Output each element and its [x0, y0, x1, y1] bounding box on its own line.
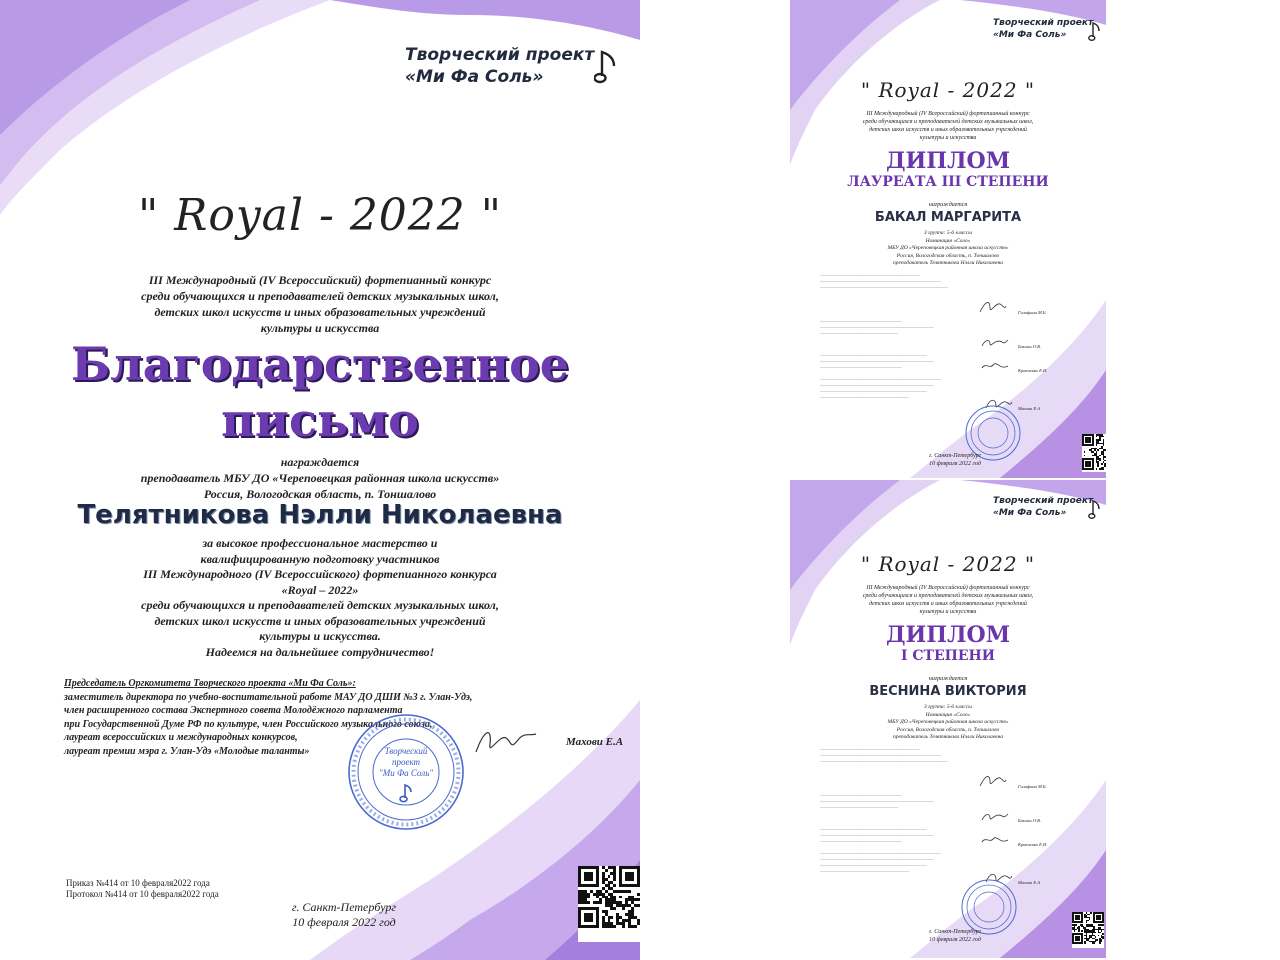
signature: [978, 772, 1008, 790]
heading-line-2: письмо: [221, 393, 419, 447]
order-block: [66, 878, 219, 900]
fine-line: ——————————————————————: [820, 804, 899, 809]
heading-line-1: ДИПЛОМ: [885, 148, 1011, 174]
detail-line: Номинация «Соло»: [925, 237, 971, 244]
fine-line: —————————————————————————: [820, 394, 909, 399]
competition-line: детских школ искусств и иных образовательных учреждений: [154, 305, 486, 319]
fine-line: —————————————————————————: [820, 868, 909, 873]
qr-code: [1072, 912, 1104, 948]
qr-code: [578, 866, 640, 942]
reason-text: [0, 536, 640, 660]
fine-line: ———————————————————————: [820, 364, 902, 369]
competition-line: культуры и искусства: [919, 135, 977, 141]
project-label: [405, 44, 594, 88]
recipient-details: [790, 230, 1106, 268]
detail-line: Номинация «Соло»: [925, 711, 971, 718]
fine-line: ——————————————————————————————————: [820, 850, 941, 855]
competition-line: среди обучающихся и преподавателей детских музыкальных школ,: [141, 289, 499, 303]
city: г. Санкт-Петербург: [928, 929, 982, 935]
signature: [470, 722, 540, 762]
jury-name: Кравченко Е.И.: [1018, 842, 1048, 847]
chair-line: при Государственной Думе РФ по культуре, член Российского музыкального союза,: [64, 718, 433, 730]
jury-fine-print: [820, 746, 1070, 764]
music-note-icon: [1088, 498, 1102, 520]
fine-line: ——————————————————————————————: [820, 388, 927, 393]
order-line: Приказ №414 от 10 февраля2022 года: [66, 878, 210, 888]
project-label: [993, 17, 1093, 41]
fine-line: ——————————————————————: [820, 330, 899, 335]
royal-title: " Royal - 2022 ": [860, 552, 1036, 576]
signature: [978, 298, 1008, 316]
project-line-2: «Ми Фа Соль»: [993, 30, 1067, 40]
jury-name: Махови Е.А: [1018, 406, 1041, 411]
city-date: [254, 900, 434, 930]
fine-line: ———————————————————————: [820, 792, 902, 797]
detail-line: преподаватель Телятникова Нэлли Николаевна: [892, 734, 1004, 740]
awarded-label: награждается: [928, 676, 968, 682]
chair-line: лауреат всероссийских и международных конкурсов,: [64, 732, 298, 743]
city-date: [900, 928, 1010, 944]
fine-line: ——————————————————————————————: [820, 352, 927, 357]
city: г. Санкт-Петербург: [928, 453, 982, 459]
jury-name: Баклан О.В.: [1018, 344, 1041, 349]
diploma-vesnina: [790, 480, 1106, 958]
jury-fine-print: [820, 318, 1070, 336]
music-note-icon: [594, 46, 620, 86]
reason-line: среди обучающихся и преподавателей детских музыкальных школ,: [141, 598, 499, 612]
diploma-heading: [790, 622, 1106, 664]
stamp-line-1: Творческий: [384, 746, 428, 756]
royal-title: " Royal - 2022 ": [137, 190, 503, 241]
chair-line: заместитель директора по учебно-воспитательной работе МАУ ДО ДШИ №3 г. Улан-Удэ,: [64, 691, 473, 703]
awarded-label: награждается: [280, 455, 360, 469]
competition-line: детских школ искусств и иных образовательных учреждений: [869, 601, 1027, 607]
jury-block: [820, 272, 1070, 442]
fine-line: ——————————————————————————————————: [820, 376, 941, 381]
competition-line: III Международный (IV Всероссийский) фортепианный конкурс: [148, 273, 492, 287]
awarded-block: [0, 454, 640, 502]
recipient-name: БАКАЛ МАРГАРИТА: [874, 210, 1022, 225]
competition-line: культуры и искусства: [260, 321, 380, 335]
jury-name: Баклан О.В.: [1018, 818, 1041, 823]
detail-line: МБУ ДО «Череповецкая районная школа искусств»: [887, 245, 1009, 251]
detail-line: Россия, Вологодская область, п. Тоншалово: [896, 252, 1000, 259]
project-line-1: Творческий проект: [405, 45, 595, 65]
fine-line: ——————————————————————————————————: [820, 752, 941, 757]
competition-line: детских школ искусств и иных образовательных учреждений: [869, 127, 1027, 133]
chair-line: член расширенного состава Экспертного совета Молодёжного парламента: [64, 705, 403, 716]
reason-line: квалифицированную подготовку участников: [200, 551, 440, 566]
project-line-1: Творческий проект: [993, 18, 1094, 28]
jury-fine-print: [820, 376, 1070, 400]
reason-line: Надеемся на дальнейшее сотрудничество!: [205, 644, 435, 659]
fine-line: ——————————————————————————————: [820, 862, 927, 867]
fine-line: ————————————————————————————: [820, 746, 920, 751]
competition-description: [0, 272, 640, 336]
stamp: [346, 712, 466, 832]
fine-line: ————————————————————————————————: [820, 856, 934, 861]
detail-line: Россия, Вологодская область, п. Тоншалово: [896, 726, 1000, 733]
fine-line: ————————————————————————————————————: [820, 758, 949, 763]
position-line: преподаватель МБУ ДО «Череповецкая районная школа искусств»: [140, 471, 500, 485]
reason-line: детских школ искусств и иных образовательных учреждений: [154, 613, 486, 628]
recipient-name: Телятникова Нэлли Николаевна: [77, 500, 563, 530]
royal-title: " Royal - 2022 ": [860, 78, 1036, 102]
fine-line: ——————————————————————————————: [820, 826, 927, 831]
chair-name: Махови Е.А: [566, 736, 624, 748]
fine-line: ————————————————————————————————: [820, 832, 934, 837]
reason-line: за высокое профессиональное мастерство и: [202, 536, 438, 550]
heading-line-2: ЛАУРЕАТА III СТЕПЕНИ: [847, 174, 1049, 190]
city-date: [900, 452, 1010, 468]
heading-line-2: I СТЕПЕНИ: [900, 648, 995, 664]
jury-name: Гилифина М.Б.: [1018, 784, 1047, 789]
reason-line: культуры и искусства.: [259, 629, 381, 643]
letter-heading: [0, 336, 640, 448]
stamp-line-3: "Ми Фа Соль": [378, 768, 434, 778]
recipient-details: [790, 704, 1106, 742]
fine-line: ————————————————————————————————————: [820, 284, 949, 289]
fine-line: ————————————————————————————————: [820, 358, 934, 363]
protocol-line: Протокол №414 от 10 февраля2022 года: [66, 889, 219, 899]
fine-line: ————————————————————————————: [820, 272, 920, 277]
detail-line: 3 группа: 5-6 классы: [923, 230, 973, 236]
detail-line: МБУ ДО «Череповецкая районная школа искусств»: [887, 719, 1009, 725]
jury-name: Гилифина М.Б.: [1018, 310, 1047, 315]
signature: [980, 336, 1010, 350]
fine-line: ————————————————————————————————: [820, 324, 934, 329]
jury-name: Махови Е.А: [1018, 880, 1041, 885]
awarded-label: награждается: [928, 202, 968, 208]
competition-line: культуры и искусства: [919, 609, 977, 615]
signature: [980, 360, 1010, 374]
heading-line-1: ДИПЛОМ: [885, 622, 1011, 648]
recipient-name: ВЕСНИНА ВИКТОРИЯ: [869, 684, 1027, 699]
competition-description: [790, 110, 1106, 142]
stamp-text: [346, 746, 466, 779]
jury-fine-print: [820, 272, 1070, 290]
chair-title: Председатель Оргкомитета Творческого проекта «Ми Фа Соль»:: [64, 678, 356, 689]
fine-line: ———————————————————————: [820, 838, 902, 843]
reason-line: «Royal – 2022»: [281, 582, 359, 597]
signature: [980, 834, 1010, 848]
competition-description: [790, 584, 1106, 616]
competition-line: III Международный (IV Всероссийский) фортепианный конкурс: [866, 585, 1030, 591]
competition-line: среди обучающихся и преподавателей детских музыкальных школ,: [862, 593, 1034, 599]
chair-line: лауреат премии мэра г. Улан-Удэ «Молодые таланты»: [64, 745, 310, 757]
diploma-bakal: [790, 0, 1106, 478]
heading-line-1: Благодарственное: [70, 337, 570, 391]
reason-line: III Международного (IV Всероссийского) фортепианного конкурса: [143, 567, 497, 581]
jury-name: Кравченко Е.И.: [1018, 368, 1048, 373]
fine-line: ————————————————————————————————: [820, 382, 934, 387]
project-label: [993, 495, 1093, 519]
signature: [980, 810, 1010, 824]
project-line-2: «Ми Фа Соль»: [405, 67, 544, 87]
date: 10 февраля 2022 год: [929, 461, 981, 467]
jury-block: [820, 746, 1070, 916]
fine-line: ———————————————————————: [820, 318, 902, 323]
stamp-note-icon: [399, 782, 415, 804]
competition-line: среди обучающихся и преподавателей детских музыкальных школ,: [862, 119, 1034, 125]
qr-code: [1082, 434, 1106, 472]
stamp-line-2: проект: [391, 757, 421, 767]
competition-line: III Международный (IV Всероссийский) фортепианный конкурс: [866, 111, 1030, 117]
jury-fine-print: [820, 850, 1070, 874]
diploma-heading: [790, 148, 1106, 190]
detail-line: 3 группа: 5-6 классы: [923, 704, 973, 710]
fine-line: ——————————————————————————————————: [820, 278, 941, 283]
music-note-icon: [1088, 20, 1102, 42]
city: г. Санкт-Петербург: [291, 900, 397, 914]
jury-fine-print: [820, 792, 1070, 810]
location-line: Россия, Вологодская область, п. Тоншалово: [203, 487, 437, 501]
detail-line: преподаватель Телятникова Нэлли Николаевна: [892, 260, 1004, 266]
project-line-1: Творческий проект: [993, 496, 1094, 506]
project-line-2: «Ми Фа Соль»: [993, 508, 1067, 518]
date: 10 февраля 2022 год: [929, 937, 981, 943]
fine-line: ————————————————————————————————: [820, 798, 934, 803]
date: 10 февраля 2022 год: [292, 915, 396, 929]
